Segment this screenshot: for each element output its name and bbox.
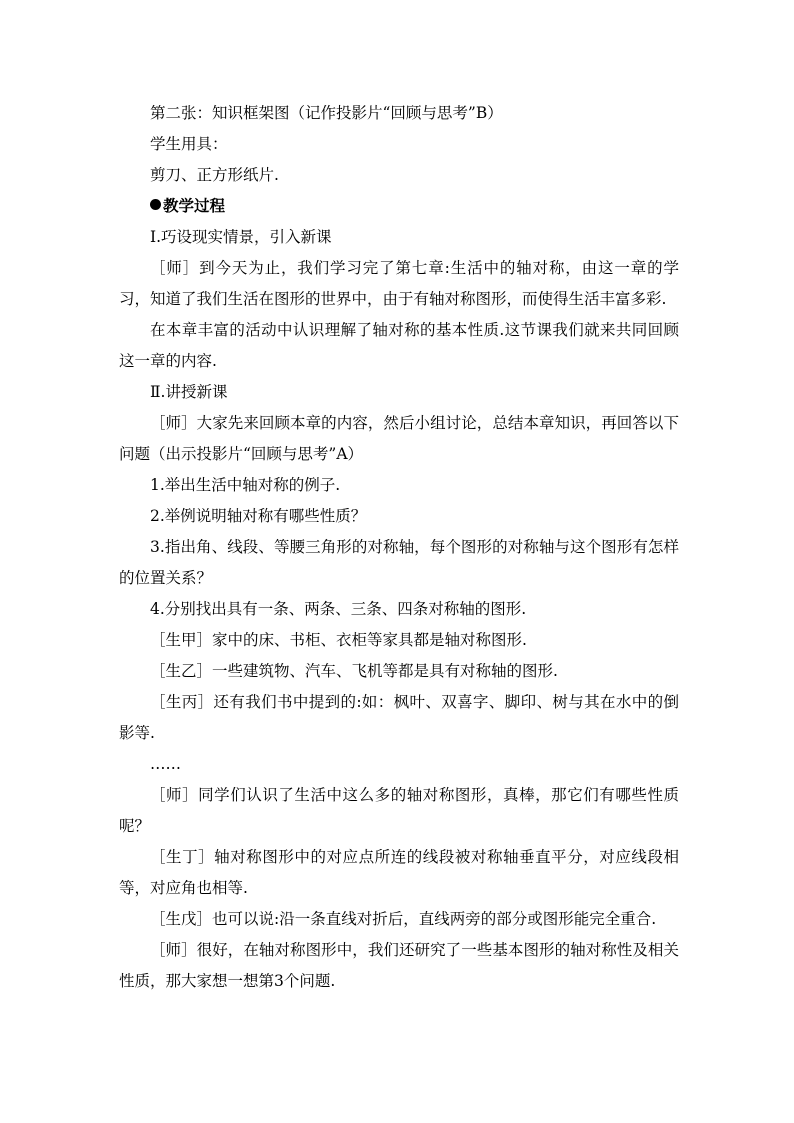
student-tools-label: 学生用具：: [150, 135, 228, 153]
teacher-paragraph-4: ［师］很好，在轴对称图形中，我们还研究了一些基本图形的轴对称性及相关性质，那大家想一想第3个问题.: [119, 941, 679, 990]
slide-b-line: 第二张：知识框架图（记作投影片“回顾与思考”B）: [150, 104, 503, 122]
teaching-process-title: 教学过程: [163, 197, 226, 215]
student-tools-line: 剪刀、正方形纸片.: [150, 166, 279, 184]
teaching-process-heading: [119, 191, 679, 222]
paragraph-2: 在本章丰富的活动中认识理解了轴对称的基本性质.这节课我们就来共同回顾这一章的内容.: [119, 321, 679, 370]
student-jia: ［生甲］家中的床、书柜、衣柜等家具都是轴对称图形.: [150, 631, 527, 649]
bullet-icon: [150, 199, 161, 210]
student-yi: ［生乙］一些建筑物、汽车、飞机等都是具有对称轴的图形.: [150, 662, 558, 680]
question-1: 1.举出生活中轴对称的例子.: [150, 476, 341, 494]
teacher-paragraph-1: ［师］到今天为止，我们学习完了第七章:生活中的轴对称，由这一章的学习，知道了我们生活在图形的世界中，由于有轴对称图形，而使得生活丰富多彩.: [119, 259, 679, 308]
ellipsis-line: ……: [150, 755, 181, 773]
student-wu: ［生戊］也可以说:沿一条直线对折后，直线两旁的部分或图形能完全重合.: [150, 910, 657, 928]
section-2-heading: Ⅱ.讲授新课: [150, 383, 228, 401]
document-body: [119, 98, 679, 997]
question-2: 2.举例说明轴对称有哪些性质？: [150, 507, 367, 525]
teacher-paragraph-2: ［师］大家先来回顾本章的内容，然后小组讨论，总结本章知识，再回答以下问题（出示投影片“回顾与思考”A）: [119, 414, 679, 463]
student-bing: ［生丙］还有我们书中提到的:如：枫叶、双喜字、脚印、树与其在水中的倒影等.: [119, 693, 679, 742]
question-3: 3.指出角、线段、等腰三角形的对称轴，每个图形的对称轴与这个图形有怎样的位置关系？: [119, 538, 679, 587]
section-1-heading: Ⅰ.巧设现实情景，引入新课: [150, 228, 332, 246]
student-ding: ［生丁］轴对称图形中的对应点所连的线段被对称轴垂直平分，对应线段相等，对应角也相等.: [119, 848, 679, 897]
teacher-paragraph-3: ［师］同学们认识了生活中这么多的轴对称图形，真棒，那它们有哪些性质呢？: [119, 786, 679, 835]
question-4: 4.分别找出具有一条、两条、三条、四条对称轴的图形.: [150, 600, 527, 618]
